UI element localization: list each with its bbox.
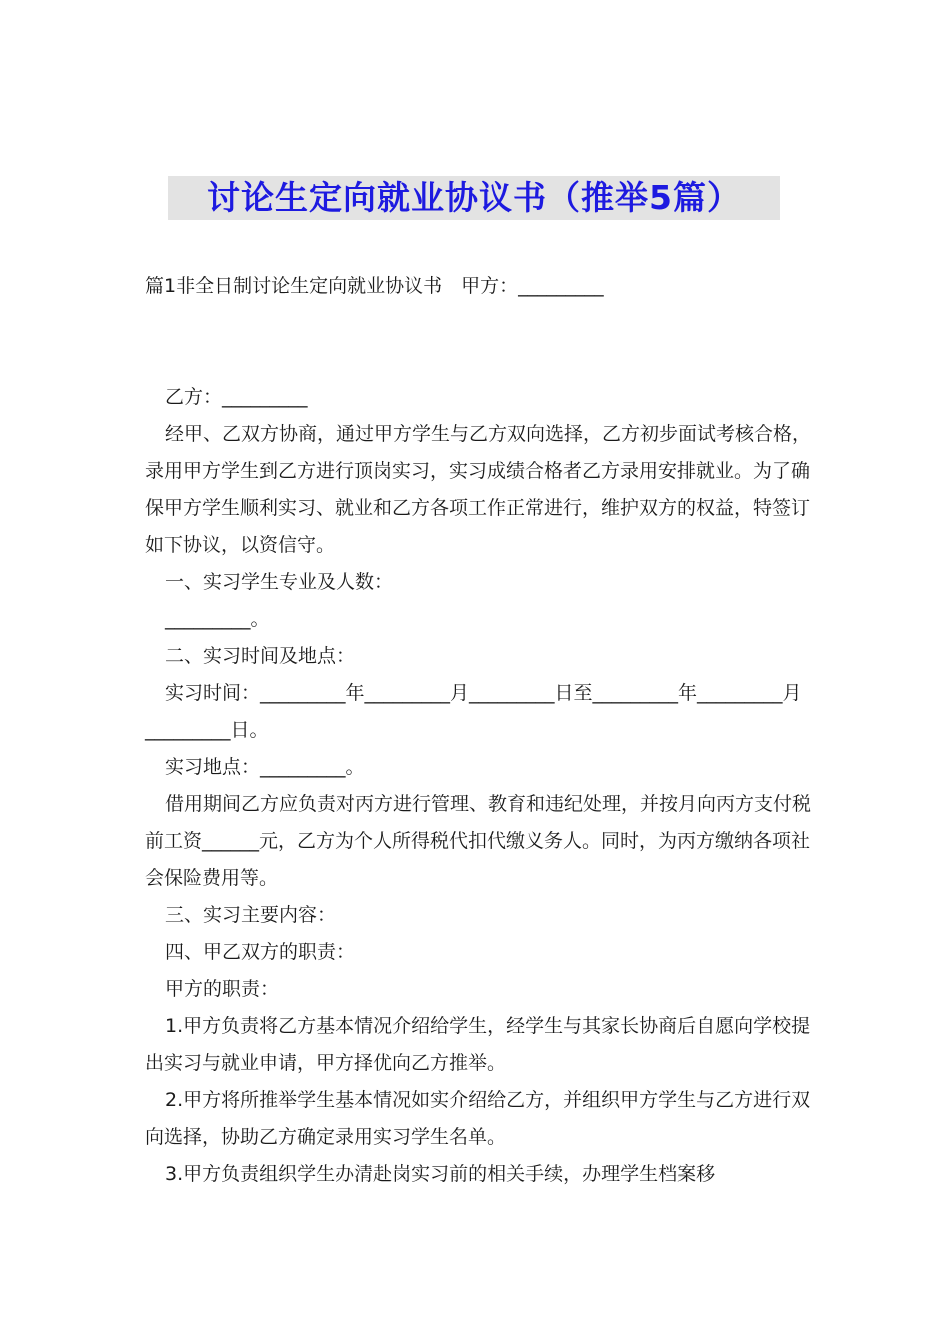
paragraph-blank: _________。 [165,608,270,630]
list-item-2: 2.甲方将所推举学生基本情况如实介绍给乙方，并组织甲方学生与乙方进行双向选择，协助乙方确定录用实习学生名单。 [145,1089,811,1148]
paragraph-intro: 经甲、乙双方协商，通过甲方学生与乙方双向选择，乙方初步面试考核合格，录用甲方学生到乙方进行顶岗实习，实习成绩合格者乙方录用安排就业。为了确保甲方学生顺利实习、就业和乙方各项工作正常进行，维护双方的权益，特签订如下协议，以资信守。 [145,423,812,556]
heading-time-place: 二、实习时间及地点： [165,645,356,667]
list-item-3: 3.甲方负责组织学生办清赴岗实习前的相关手续，办理学生档案移 [165,1163,716,1185]
heading-content: 三、实习主要内容： [165,904,337,926]
list-item-1: 1.甲方负责将乙方基本情况介绍给学生，经学生与其家长协商后自愿向学校提出实习与就业申请，甲方择优向乙方推举。 [145,1015,811,1074]
paragraph-internship-time: 实习时间：_________年_________月_________日至_________年_________月_________日。 [145,682,802,741]
heading-party-a-duties: 甲方的职责： [165,978,280,1000]
title-highlight [168,176,780,220]
section-heading: 篇1非全日制讨论生定向就业协议书 甲方：_________ [145,275,604,297]
document-title: 讨论生定向就业协议书（推举5篇） [207,178,741,217]
document-body [145,379,825,1193]
paragraph-salary: 借用期间乙方应负责对丙方进行管理、教育和违纪处理，并按月向丙方支付税前工资______元，乙方为个人所得税代扣代缴义务人。同时，为丙方缴纳各项社会保险费用等。 [145,793,812,889]
heading-major-count: 一、实习学生专业及人数： [165,571,394,593]
paragraph-party-b: 乙方：_________ [165,386,308,408]
paragraph-internship-place: 实习地点：_________。 [165,756,365,778]
heading-duties: 四、甲乙双方的职责： [165,941,356,963]
